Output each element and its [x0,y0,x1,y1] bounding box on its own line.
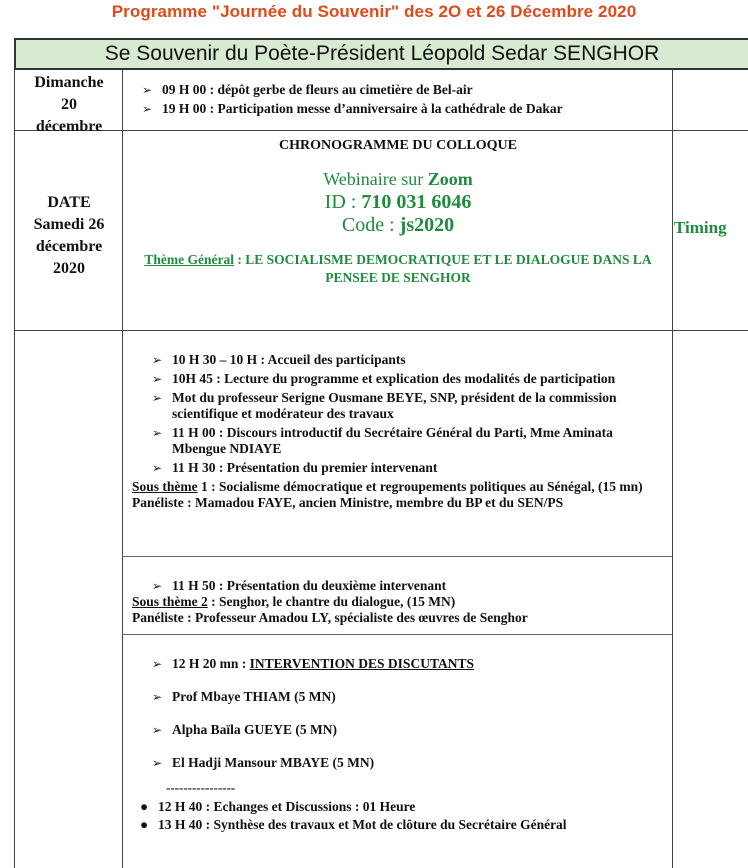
discussant: ➢ Alpha Baïla GUEYE (5 MN) [152,722,338,737]
arrow-bullet-icon: ➢ [142,102,153,116]
day2-date-line: DATE [47,194,91,211]
banner-heading: Se Souvenir du Poète-Président Léopold Sedar SENGHOR [14,38,748,70]
closing-item: ● 13 H 40 : Synthèse des travaux et Mot de clôture du Secrétaire Général [140,817,567,832]
day1-date-line: Dimanche [34,74,104,91]
discussant: ➢ Prof Mbaye THIAM (5 MN) [152,689,336,704]
day1-date-line: 20 [61,96,77,113]
program-item: ➢ 11 H 30 : Présentation du premier intervenant [152,460,438,475]
column-divider [122,70,123,868]
program-part-2 [132,578,670,626]
column-divider [14,70,15,868]
arrow-bullet-icon: ➢ [152,426,163,440]
chronogram-title: CHRONOGRAMME DU COLLOQUE [279,138,517,153]
day1-events [136,82,676,120]
row-divider [14,130,748,131]
arrow-bullet-icon: ➢ [152,657,163,671]
arrow-bullet-icon: ➢ [152,461,163,475]
webinar-id: ID : 710 031 6046 [324,191,472,213]
section-divider [122,556,672,557]
day2-date [16,192,122,280]
program-item: ➢ 10H 45 : Lecture du programme et explication des modalités de participation [152,371,616,386]
arrow-bullet-icon: ➢ [152,756,163,770]
chronogram-block [124,136,672,287]
dash-separator: ---------------- [166,780,236,795]
program-part-1 [132,352,670,511]
program-item: ➢ 11 H 00 : Discours introductif du Secrétaire Général du Parti, Mme Aminata Mbengue NDIAYE [152,425,613,456]
program-item: ➢ 10 H 30 – 10 H : Accueil des participants [152,352,406,367]
day2-date-line: Samedi 26 [33,216,105,233]
arrow-bullet-icon: ➢ [142,83,153,97]
bullet-dot-icon: ● [140,799,149,814]
day2-date-line: décembre [35,238,103,255]
panelist-1: Panéliste : Mamadou FAYE, ancien Ministre, membre du BP et du SEN/PS [132,495,564,510]
sub-theme-1: Sous thème 1 : Socialisme démocratique et regroupements politiques au Sénégal, (15 mn) [132,479,643,494]
arrow-bullet-icon: ➢ [152,353,163,367]
arrow-bullet-icon: ➢ [152,372,163,386]
general-theme: Thème Général : LE SOCIALISME DEMOCRATIQUE ET LE DIALOGUE DANS LA PENSEE DE SENGHOR [144,252,652,285]
sub-theme-2: Sous thème 2 : Senghor, le chantre du dialogue, (15 MN) [132,594,456,609]
arrow-bullet-icon: ➢ [152,391,163,405]
column-divider [672,70,673,868]
webinar-line: Webinaire sur Zoom [323,169,473,189]
webinar-code: Code : js2020 [341,214,455,236]
arrow-bullet-icon: ➢ [152,723,163,737]
arrow-bullet-icon: ➢ [152,579,163,593]
document-title: Programme "Journée du Souvenir" des 2O et 26 Décembre 2020 [111,2,637,21]
bullet-dot-icon: ● [140,817,149,832]
section-divider [122,634,672,635]
closing-item: ● 12 H 40 : Echanges et Discussions : 01 Heure [140,799,416,814]
day1-event: ➢ 19 H 00 : Participation messe d’anniversaire à la cathédrale de Dakar [142,101,563,116]
day1-event: ➢ 09 H 00 : dépôt gerbe de fleurs au cimetière de Bel-air [142,82,473,97]
programme-table [14,38,748,868]
closing-items [136,798,676,834]
panelist-2: Panéliste : Professeur Amadou LY, spécialiste des œuvres de Senghor [132,610,528,625]
program-item: ➢ 11 H 50 : Présentation du deuxième intervenant [152,578,447,593]
webinar-info [124,168,672,237]
day2-date-line: 2020 [53,260,85,277]
program-part-3 [132,656,670,788]
day1-date [16,72,122,138]
arrow-bullet-icon: ➢ [152,690,163,704]
day1-date-line: décembre [35,118,103,135]
timing-header: Timing [674,218,727,237]
discussant: ➢ El Hadji Mansour MBAYE (5 MN) [152,755,375,770]
program-item: ➢ Mot du professeur Serigne Ousmane BEYE, SNP, président de la commission scientifique et modérateur des travaux [152,390,617,421]
discussants-heading: ➢ 12 H 20 mn : INTERVENTION DES DISCUTANTS [152,656,474,671]
row-divider [14,330,748,331]
